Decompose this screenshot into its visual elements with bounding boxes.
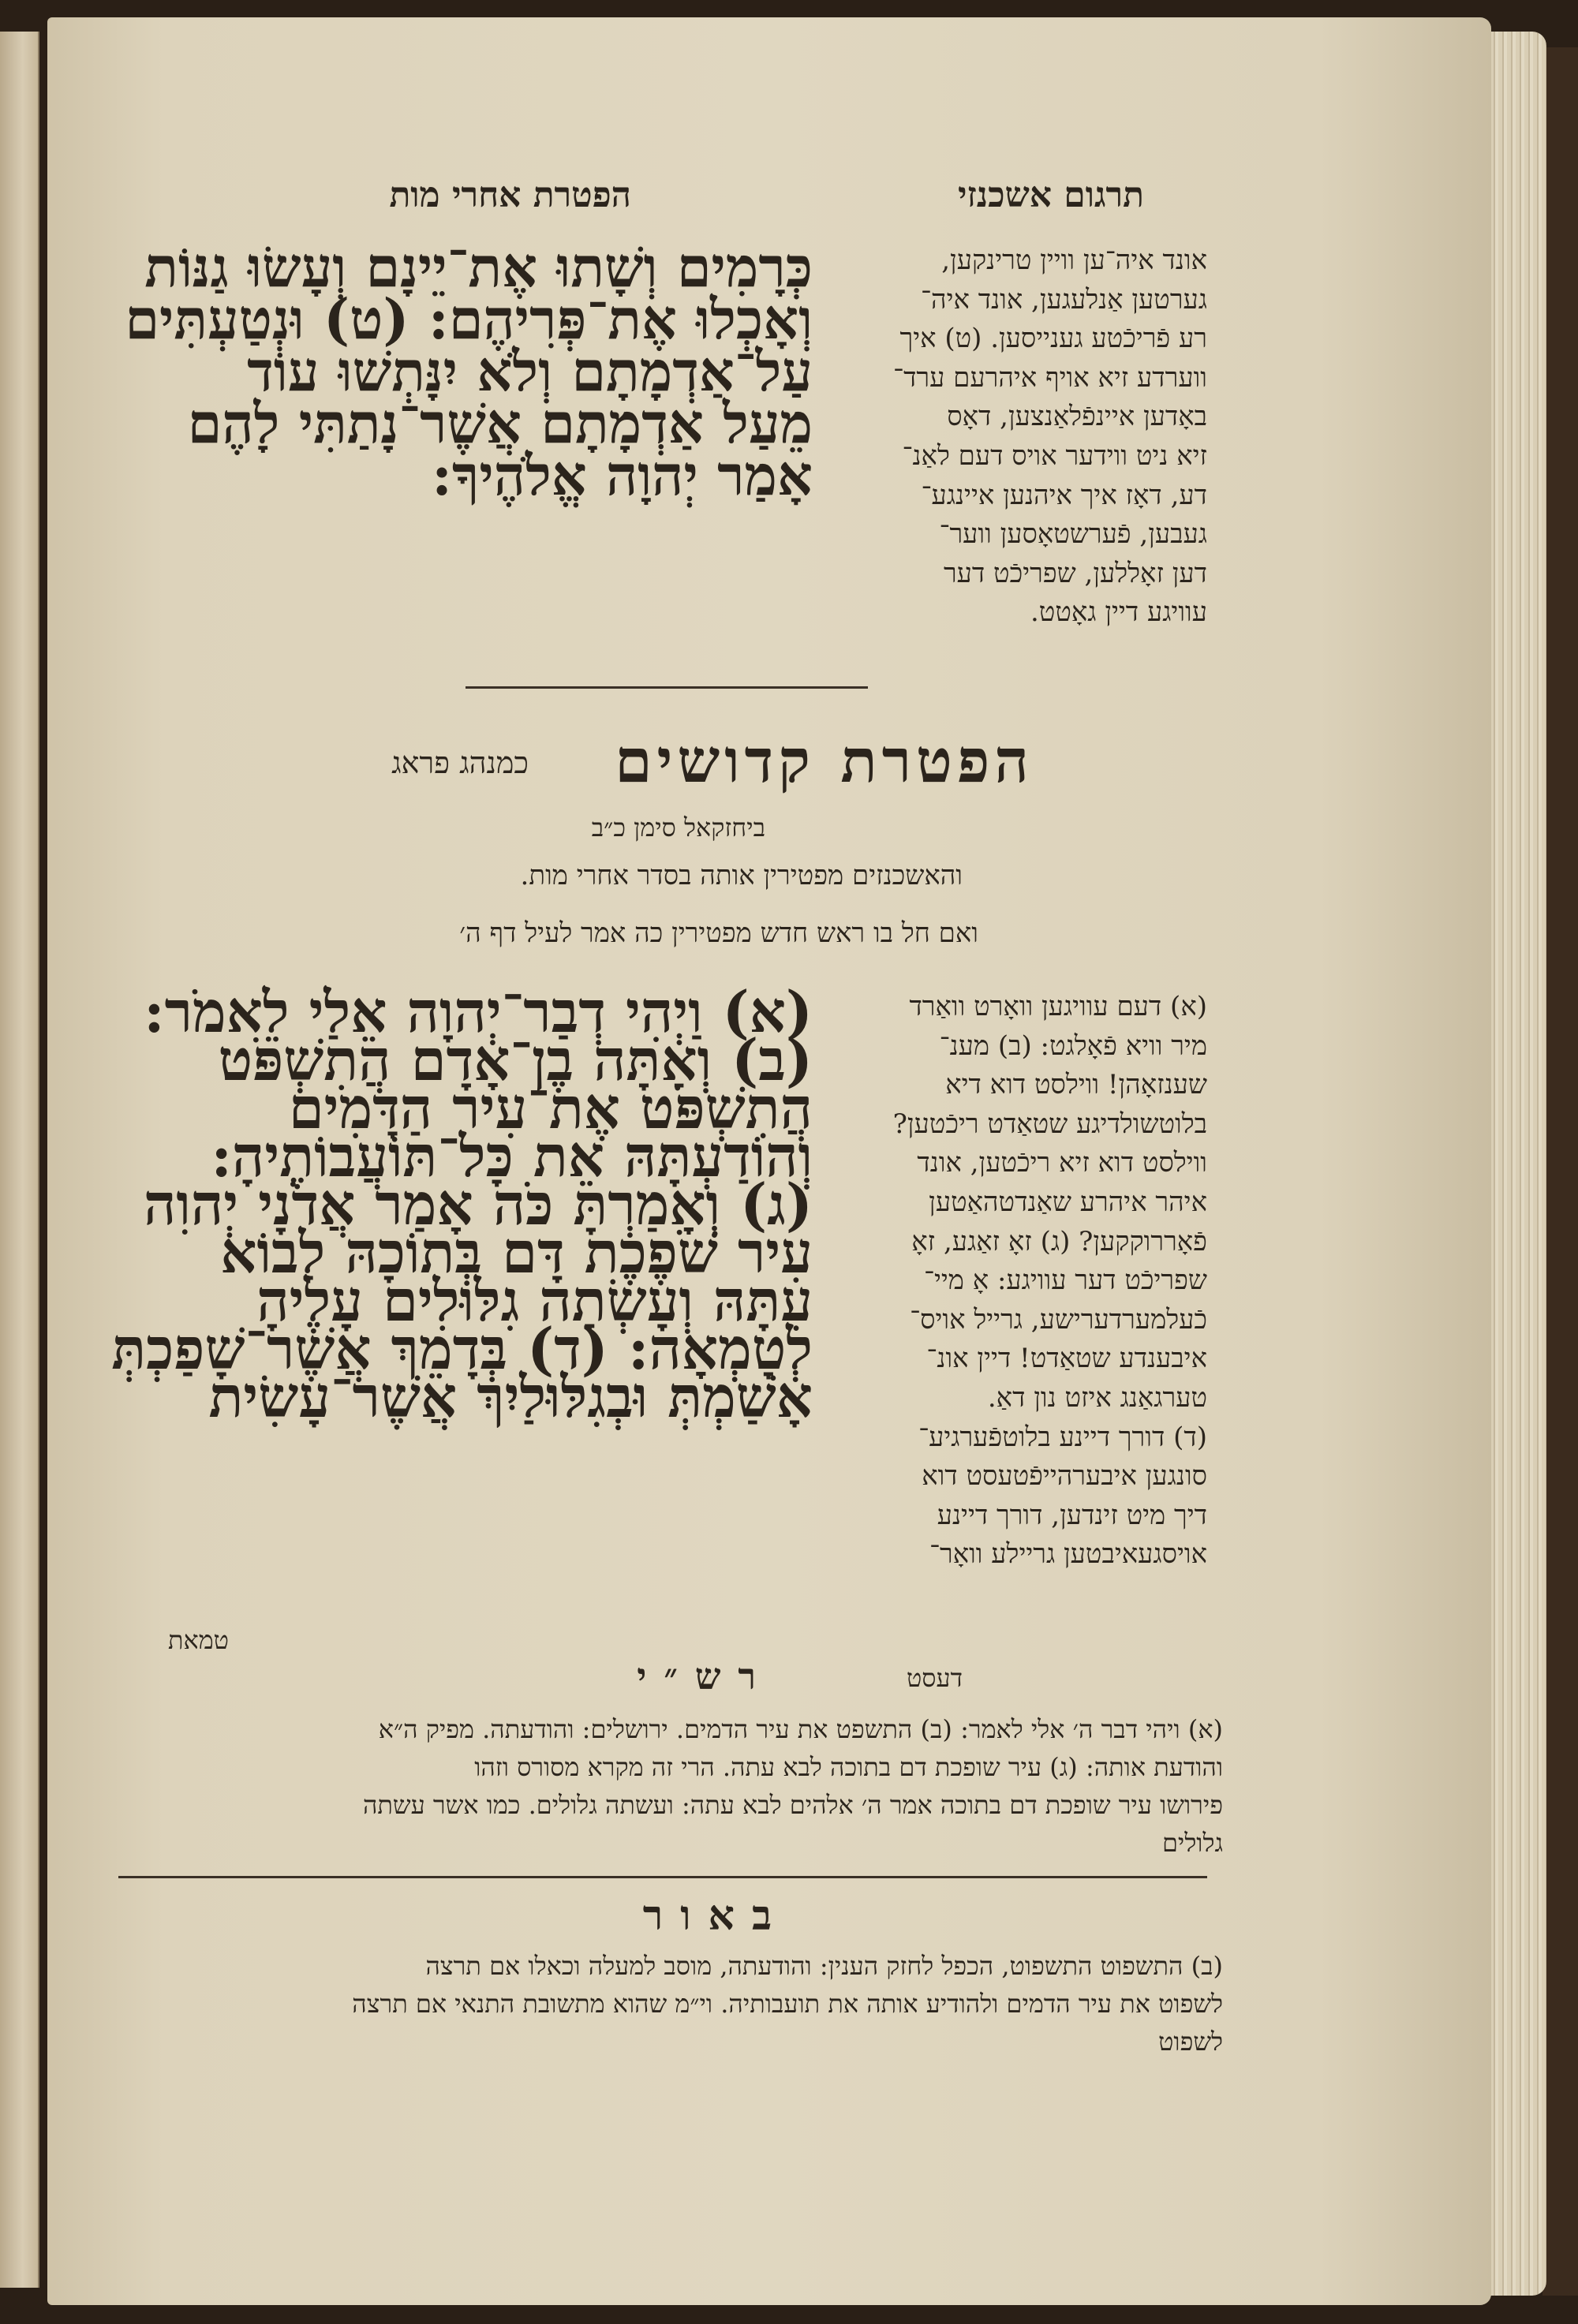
text-line: עִיר שֹׁפֶכֶת דָּם בְּתוֹכָהּ לָבוֹא [220, 1219, 813, 1286]
rashi-line: פירושו עיר שופכת דם בתוכה אמר ה׳ אלהים לבא עתה: ועשתה גלולים. כמו אשר עשתה [362, 1790, 1223, 1820]
text-line: אָמַר יְהוָה אֱלֹהֶיךָ: [432, 443, 813, 508]
text-line: איהר איהרע שאַנדטהאַטען [929, 1186, 1207, 1218]
section-note-1: והאשכנזים מפטירין אותה בסדר אחרי מות. [520, 860, 963, 891]
text-line: בלוטשולדיגע שטאַדט ריכֿטען? [892, 1108, 1207, 1140]
text-line: וְהוֹדַעְתָּהּ אֵת כָּל־תּוֹעֲבוֹתֶיהָ: [211, 1123, 813, 1190]
top-translation-column [821, 241, 1207, 633]
rashi-title: רש״י [637, 1655, 773, 1698]
text-line: גערטען אַנלעגען, אונד איה־ [921, 283, 1207, 316]
text-line: (א) דעם עוויגען וואָרט וואַרד [909, 991, 1207, 1022]
text-line: כְּרָמִים וְשָׁתוּ אֶת־יֵינָם וְעָשׂוּ גַנּוֹת [144, 234, 813, 300]
previous-page-edge [0, 32, 39, 2288]
divider-top [466, 686, 868, 689]
book-cover-edge [1542, 47, 1578, 2296]
text-line: אויסגעאיבטען גריילע וואָר־ [929, 1538, 1207, 1571]
text-line: עוויגע דיין גאָטט. [1030, 596, 1207, 629]
text-line: דען זאָללען, שפריכֿט דער [943, 557, 1207, 589]
divider-bottom [118, 1876, 1207, 1878]
top-hebrew-column [125, 234, 813, 508]
biur-title: באור [642, 1892, 789, 1940]
text-line: וְאָכְלוּ אֶת־פְּרִיהֶם: (ט) וּנְטַעְתִּים [125, 286, 813, 352]
text-line: דיך מיט זינדען, דורך דיינע [937, 1499, 1207, 1531]
rashi-line: (א) ויהי דבר ה׳ אלי לאמר: (ב) התשפט את עיר הדמים. ירושלים: והודעתה. מפיק ה״א [378, 1714, 1223, 1744]
text-line: אָשַׁמְתְּ וּבְגִלּוּלַיִךְ אֲשֶׁר־עָשִׂית [208, 1363, 813, 1430]
section-subtitle: כמנהג פראג [391, 745, 529, 780]
text-line: שפריכֿט דער עוויגע: אָ מיי־ [923, 1265, 1207, 1297]
catchword-translation: דעסט [906, 1663, 963, 1693]
text-line: פֿאָררוקקען? (ג) זאָ זאַגע, זאָ [911, 1225, 1207, 1257]
text-line: דע, דאָז איך איהנען איינגע־ [921, 479, 1207, 511]
biur-line: (ב) התשפוט התשפוט, הכפל לחזק הענין: והודעתה, מוסב למעלה וכאלו אם תרצה [425, 1951, 1223, 1981]
text-line: זיא ניט ווידער אויס דעם לאַנ־ [902, 439, 1207, 472]
text-line: אונד איה־ען וויין טרינקען, [941, 245, 1207, 276]
text-line: (ד) דורך דיינע בלוטפֿערגיע־ [918, 1421, 1207, 1453]
text-line: געבען, פֿערשטאָסען ווער־ [939, 518, 1207, 551]
text-line: באָדען איינפֿלאַנצען, דאָס [947, 401, 1207, 433]
text-line: מֵעַל אַדְמָתָם אֲשֶׁר־נָתַתִּי לָהֶם [187, 390, 813, 456]
section-title: הפטרת קדושים [615, 726, 1034, 796]
text-line: מיר וויא פֿאָלגט: (ב) מענ־ [939, 1029, 1207, 1062]
rashi-commentary [118, 1710, 1223, 1862]
text-line: שענזאָהן! ווילסט דוא דיא [945, 1069, 1207, 1101]
biur-line: לשפוט את עיר הדמים ולהודיע אותה את תועבותיה. וי״מ שהוא מתשובת התנאי אם תרצה [352, 1989, 1223, 2019]
text-line: לְטָמְאָה: (ד) בְּדָמֵךְ אֲשֶׁר־שָׁפַכְתְּ [111, 1315, 813, 1382]
section-note-2: ואם חל בו ראש חדש מפטירין כה אמר לעיל דף ה׳ [459, 917, 978, 949]
rashi-line: גלולים [1161, 1828, 1223, 1858]
text-line: ווילסט דוא זיא ריכֿטען, אונד [917, 1147, 1207, 1179]
main-translation-column [821, 988, 1207, 1575]
text-line: (ג) וְאָמַרְתָּ כֹּה אָמַר אֲדֹנָי יְהוִה [143, 1171, 813, 1238]
text-line: סונגען איבערהייפֿטעסט דוא [922, 1460, 1207, 1493]
text-line: הֲתִשְׁפֹּט אֶת־עִיר הַדָּמִים [288, 1074, 813, 1141]
main-hebrew-column [87, 978, 813, 1430]
text-line: (ב) וְאַתָּה בֶן־אָדָם הֲתִשְׁפֹּט [218, 1026, 813, 1093]
text-line: טערגאַנג איזט נון דאַ. [987, 1381, 1207, 1414]
text-line: איבענדע שטאַדט! דיין אונ־ [926, 1343, 1207, 1375]
chapter-reference: ביחזקאל סימן כ״ב [591, 813, 765, 843]
text-line: רע פֿריכֿטע גענייסען. (ט) איך [899, 323, 1207, 355]
text-line: עִתָּהּ וְעָשְׂתָה גִלּוּלִים עָלֶיהָ [256, 1267, 813, 1334]
text-line: כֿעלמערדערישע, גרייל אויס־ [910, 1303, 1207, 1336]
text-line: (א) וַיְהִי דְבַר־יְהוָה אֵלַי לֵאמֹר: [144, 978, 813, 1045]
catchword-hebrew: טמאת [167, 1625, 229, 1655]
biur-line: לשפוט [1158, 2027, 1223, 2057]
biur-commentary [118, 1947, 1223, 2061]
rashi-line: והודעת אותה: (ג) עיר שופכת דם בתוכה לבא עתה. הרי זה מקרא מסורס וזהו [474, 1752, 1223, 1782]
header-left-title: תרגום אשכנזי [957, 175, 1144, 215]
text-line: עַל־אַדְמָתָם וְלֹא יִנָּתְשׁוּ עוֹד [247, 338, 813, 404]
header-right-title: הפטרת אחרי מות [389, 175, 631, 215]
text-line: ווערדע זיא אויף איהרעם ערד־ [893, 361, 1207, 394]
